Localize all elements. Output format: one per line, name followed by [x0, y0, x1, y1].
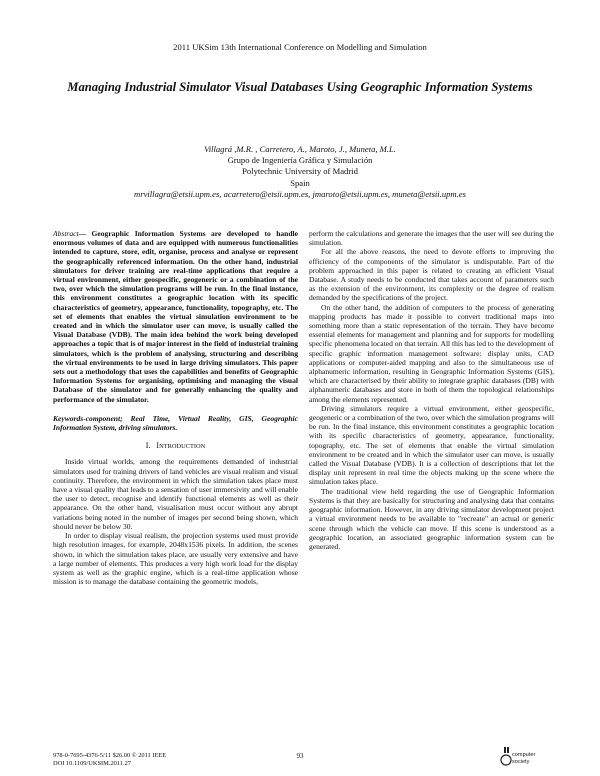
- section-heading-introduction: [53, 441, 298, 451]
- isbn-line: 978-0-7695-4376-5/11 $26.00 © 2011 IEEE: [53, 752, 167, 759]
- author-block: [0, 144, 600, 200]
- computer-society-logo-icon: [500, 747, 512, 767]
- right-column: [309, 229, 554, 551]
- section-number: I.: [145, 441, 151, 451]
- section-title-initial: I: [156, 441, 160, 451]
- author-names: Villagrá ,M.R. , Carretero, A., Maroto, J., Muneta, M.L.: [204, 144, 396, 154]
- page-number: 93: [296, 752, 304, 760]
- body-paragraph: Inside virtual worlds, among the requirements demanded of industrial simulators used for training drivers of land vehicles are visual realism and visual continuity. Therefore, the environment in which the simulation takes place must have a visual quality that leads to a sensation of user immersivity and will enable the user to detect, recognise and identify functional elements as well as their appearance. On the other hand, visualisation must occur without any abrupt variations being noted in the number of images per second being shown, which should never be below 30.: [53, 457, 298, 531]
- logo-word-society: society: [512, 759, 530, 765]
- left-column: [53, 229, 298, 586]
- abstract: [53, 229, 298, 404]
- doi-line: DOI 10.1109/UKSIM.2011.27: [53, 760, 131, 767]
- affiliation-country: Spain: [290, 177, 310, 188]
- logo-word-computer: computer: [512, 752, 536, 758]
- author-emails: mrvillagra@etsii.upm.es, acarretero@etsii.upm.es, jmaroto@etsii.upm.es, muneta@etsii.upm.es: [134, 188, 466, 199]
- abstract-label: Abstract: [53, 229, 79, 238]
- body-paragraph: On the other hand, the addition of computers to the process of generating mapping products has made it possible to convert traditional maps into something more than a static representation of the terrain. They have become essential elements for management and planning and for supports for modelling specific phenomena located on that terrain. All this has led to the development of specific graphic information management software: display units, CAD applications or computer-aided mapping and also to the simultaneous use of alphanumeric information, resulting in Geographic Information Systems (GIS), which are characterised by their ability to integrate graphic databases (DB) with alphanumeric databases and store in both of them the topological relationships among the elements represented.: [309, 302, 554, 404]
- abstract-text: — Geographic Information Systems are developed to handle enormous volumes of data and are equipped with numerous functionalities intended to capture, store, edit, organise, process and analyse or represent the geographically referenced information. On the other hand, industrial simulators for driver training are real-time applications that require a virtual environment, either geospecific, geogeneric or a combination of the two, over which the simulation programs will be run. In the final instance, this environment constitutes a geographic location with its specific characteristics of geometry, appearance, functionality, topography, etc. The set of elements that enables the virtual simulation environment to be created and in which the simulator user can move, is usually called the Visual Database (VDB). The main idea behind the work being developed approaches a topic that is of major interest in the field of industrial training simulators, which is the problem of analysing, structuring and describing the virtual environments to be used in large driving simulators. This paper sets out a methodology that uses the capabilities and benefits of Geographic Information Systems for organising, optimising and managing the visual Database of the simulator and for generally enhancing the quality and performance of the simulator.: [53, 229, 298, 404]
- body-paragraph-continued: perform the calculations and generate the images that the user will see during the simulation.: [309, 229, 554, 248]
- body-paragraph: The traditional view held regarding the use of Geographic Information Systems is that they are basically for structuring and analysing data that contains geographic information. However, in any driving simulator development project a virtual environment needs to be available to "recreate" an actual or generic scene through which the vehicle can move. If this scene is understood as a geographic location, an associated geographic information system can be generated.: [309, 486, 554, 551]
- section-title-rest: NTRODUCTION: [159, 443, 206, 451]
- body-paragraph: For all the above reasons, the need to devote efforts to improving the efficiency of the components of the simulator is undisputable. Part of the problem approached in this paper is related to creating an efficient Visual Database. A study needs to be conducted that takes account of parameters such as the extension of the environment, its complexity or the degree of realism demanded by the specifications of the project.: [309, 247, 554, 303]
- conference-header: 2011 UKSim 13th International Conference on Modelling and Simulation: [173, 42, 427, 52]
- computer-society-logo: [500, 745, 550, 769]
- affiliation-university: Polytechnic University of Madrid: [242, 166, 358, 177]
- keywords: Keywords-component; Real Time, Virtual Reality, GIS, Geographic Information System, driving simulators.: [53, 413, 298, 433]
- affiliation-group: Grupo de Ingeniería Gráfica y Simulación: [227, 155, 373, 166]
- paper-title: Managing Industrial Simulator Visual Databases Using Geographic Information Systems: [67, 80, 533, 94]
- body-paragraph: In order to display visual realism, the projection systems used must provide high resolution images, for example, 2048x1536 pixels. In addition, the scenes shown, in which the simulation takes place, are usually very extensive and have a large number of elements. This produces a very high work load for the display system as well as the graphic engine, which is a real-time application whose mission is to manage the database containing the geometric models,: [53, 531, 298, 587]
- body-paragraph: Driving simulators require a virtual environment, either geospecific, geogeneric or a combination of the two, over which the simulation programs will be run. In the final instance, this environment constitutes a geographic location with its specific characteristics of geometry, appearance, functionality, topography, etc. The set of elements that enable the virtual simulation environment to be created and in which the simulator user can move, is usually called the Visual Database (VDB). It is a collection of descriptions that let the display unit represent in real time the objects making up the scene where the simulation takes place.: [309, 403, 555, 487]
